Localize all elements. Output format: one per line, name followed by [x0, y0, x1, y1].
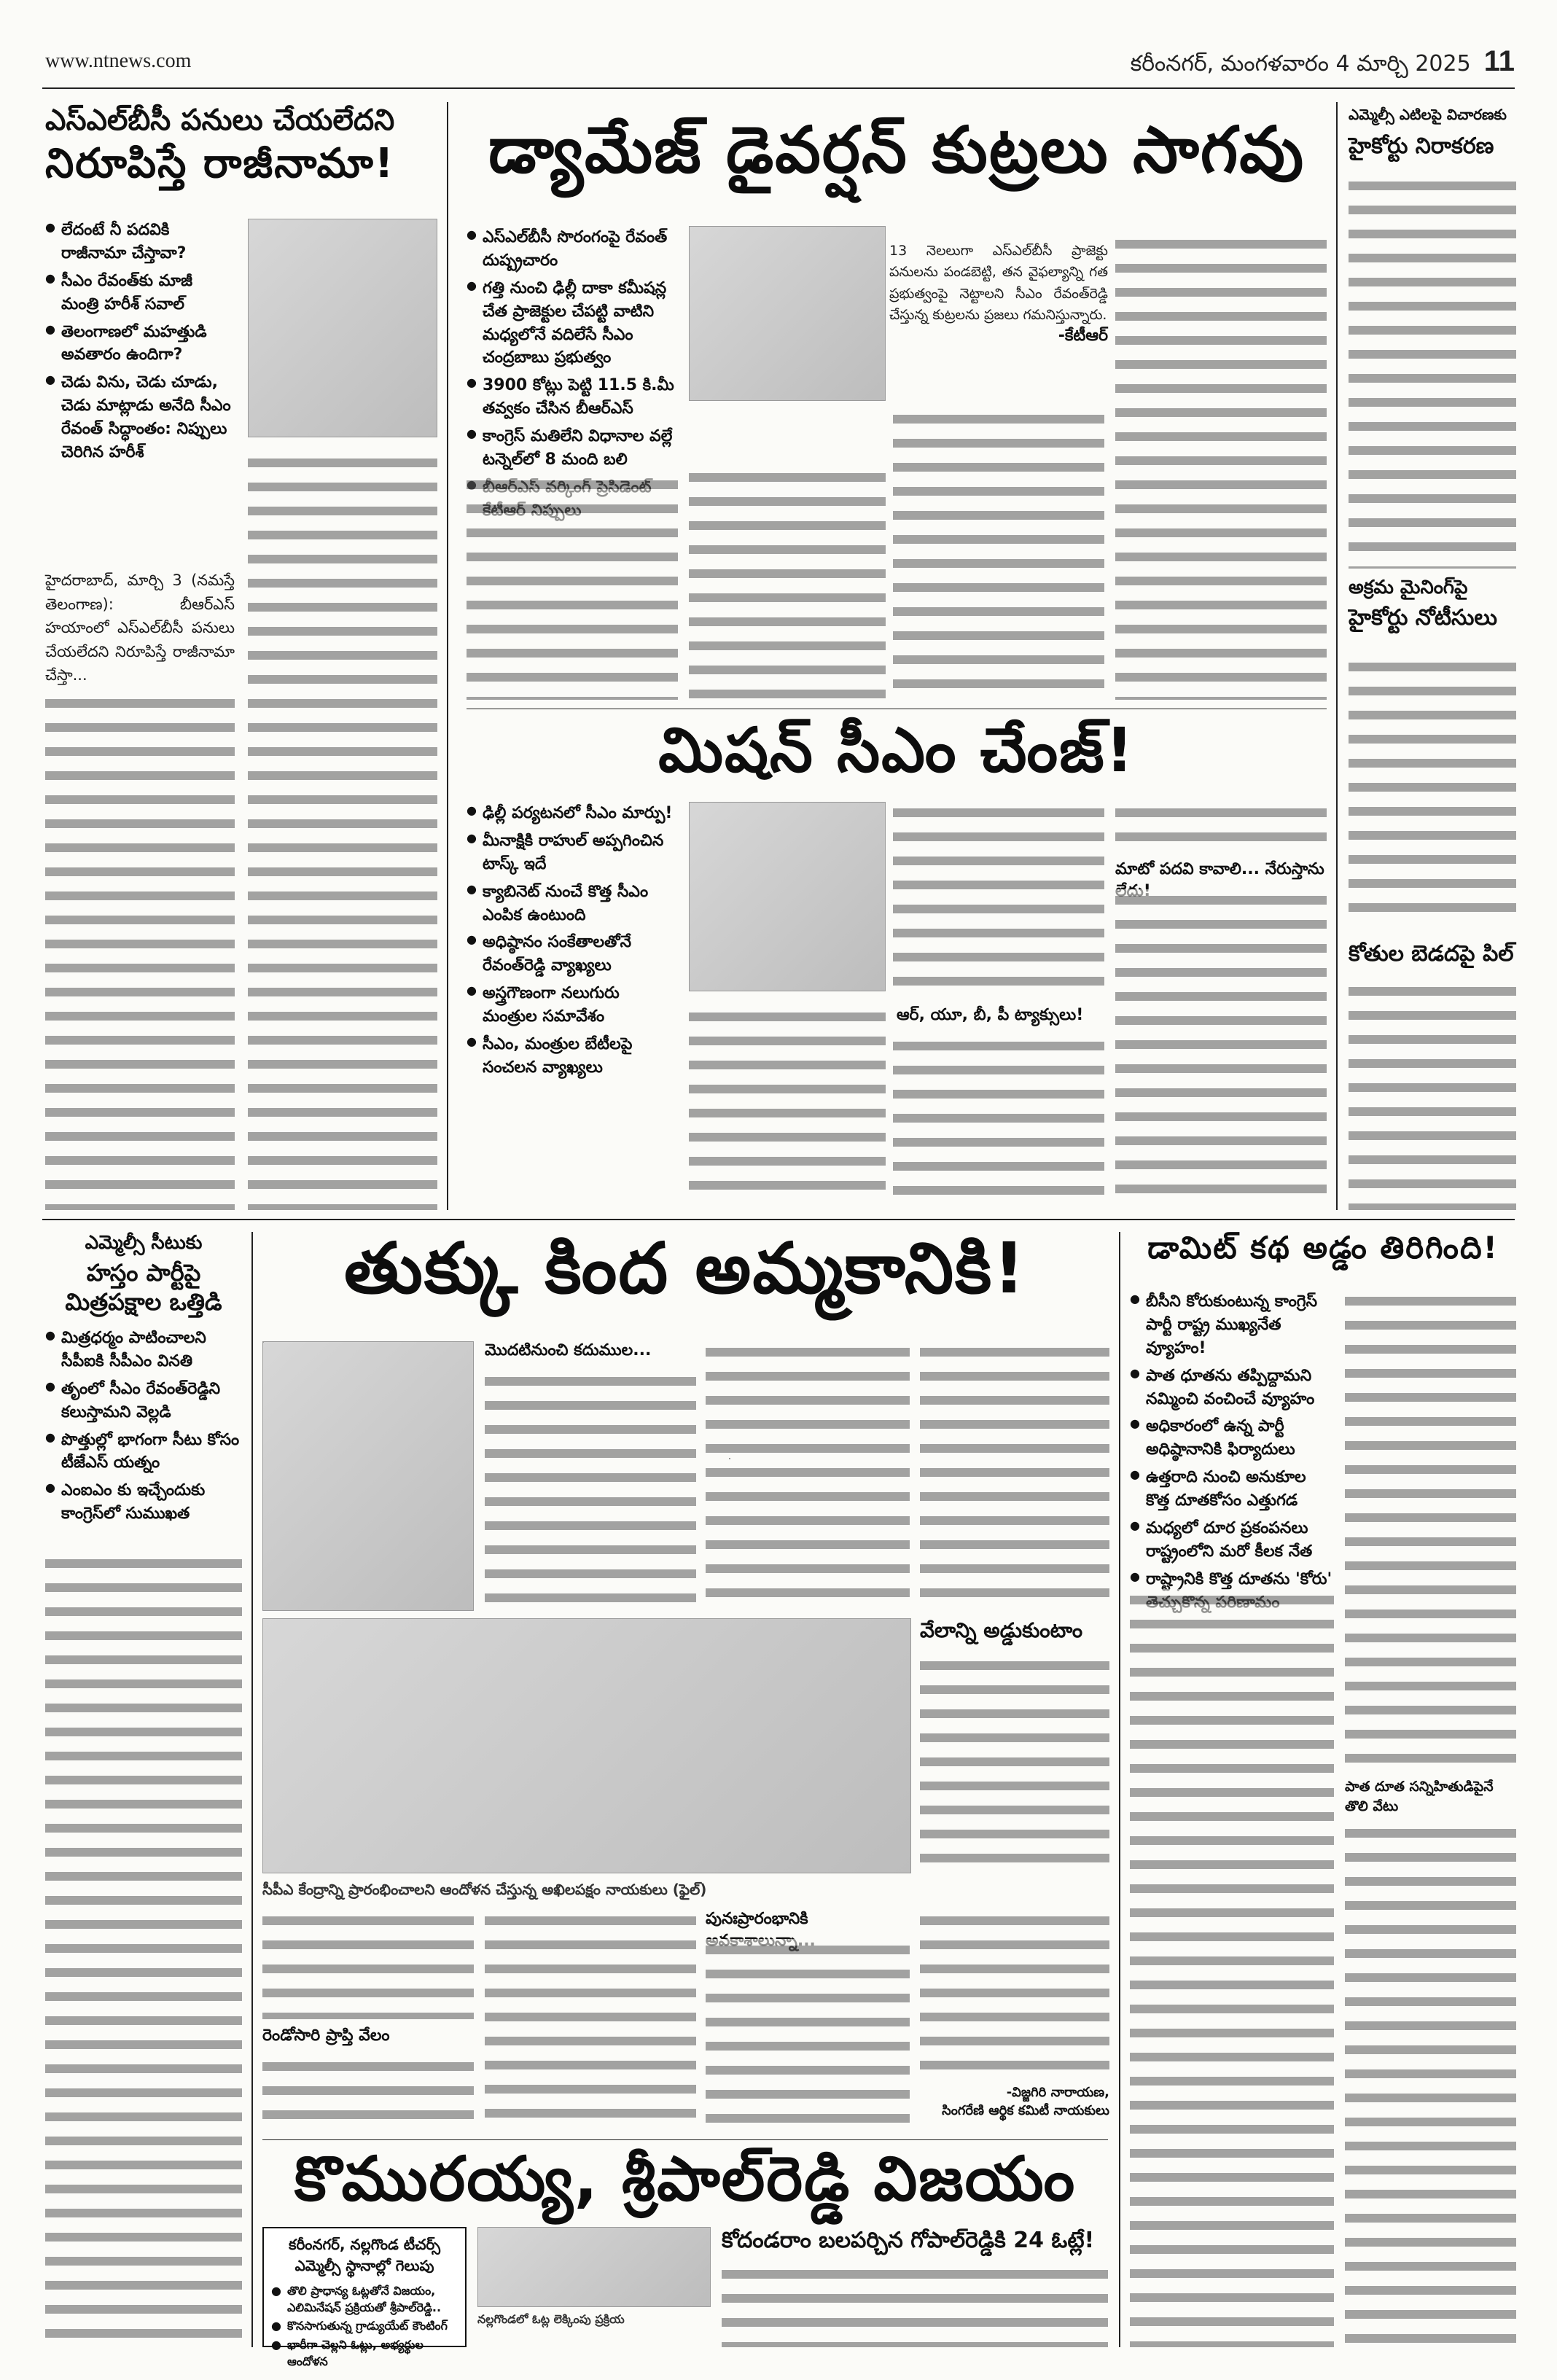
- story3-bullet: ● మీనాక్షికి రాహుల్ అప్పగించిన టాస్క్ ఇదే: [467, 830, 678, 876]
- story1-bullet: ● లేదంటే నీ పదవికి రాజీనామా చేస్తావా?: [45, 219, 235, 265]
- date-text: కరీంనగర్, మంగళవారం 4 మార్చి 2025: [1130, 51, 1471, 77]
- story2-bullet: ● గత్తి నుంచి ఢిల్లీ దాకా కమీషన్ల చేత ప్రాజెక్టుల చేపట్టి వాటిని మధ్యలోనే వదిలేసే సీఎం చంద్రబాబు ప్రభుత్వం: [467, 277, 678, 370]
- dateline: [1131, 45, 1515, 82]
- col-rule: [1336, 102, 1338, 1210]
- rc-s3-text: [1349, 980, 1516, 1210]
- col-rule: [447, 102, 448, 1210]
- story1-bullets: [45, 219, 235, 469]
- story4-head: [45, 1232, 242, 1316]
- story1-lead: హైదరాబాద్, మార్చి 3 (నమస్తే తెలంగాణ): బీఆర్‌ఎస్ హయాంలో ఎస్ఎల్‌బీసీ పనులు చేయలేదని నిరూపిస్తే రాజీనామా చేస్తా...: [45, 571, 235, 684]
- col-rule: [251, 1232, 253, 2347]
- story4-kicker: ఎమ్మెల్సీ సీటుకు: [85, 1232, 203, 1254]
- story2-bullet: ● ఎస్ఎల్‌బీసీ సొరంగంపై రేవంత్ దుష్ప్రచారం: [467, 226, 678, 273]
- story7-bullet: ● కొనసాగుతున్న గ్రాడ్యుయేట్ కౌంటింగ్: [271, 2317, 458, 2334]
- section-rule: [42, 1219, 1515, 1220]
- story5-photo-main: [262, 1618, 911, 1873]
- story6-headline: డామిట్ కథ అడ్డం తిరిగింది!: [1147, 1230, 1499, 1265]
- story4-head1: హస్తం పార్టీపై: [86, 1259, 201, 1287]
- placeholder: [262, 1341, 264, 1343]
- rc-s2-kicker: అక్రమ మైనింగ్‌పై: [1349, 577, 1468, 598]
- story5-sub3: పునఃప్రారంభానికి: [706, 1910, 808, 1928]
- story4-bullet: ● ఎంఐఎం కు ఇచ్చేందుకు కాంగ్రెస్‌లో సుముఖత: [45, 1479, 242, 1526]
- story5-text-b1: [262, 1910, 474, 2019]
- story7-bullet: ● భారీగా చెల్లని ఓట్లు, అభ్యర్థుల ఆందోళన: [271, 2336, 458, 2370]
- story3-bullet: ● సీఎం, మంత్రుల బేటీలపై సంచలన వ్యాఖ్యలు: [467, 1033, 678, 1080]
- story3-subhead: ఆర్, యూ, బీ, పీ ట్యాక్సులు!: [897, 1006, 1084, 1024]
- rc-s3-head: కోతుల బెడదపై పిల్: [1349, 941, 1514, 967]
- story2-text-col2: [689, 467, 886, 700]
- story7-bullet: ● తొలి ప్రాధాన్య ఓట్లతోనే విజయం, ఎలిమినేషన్ ప్రక్రియతో శ్రీపాల్‌రెడ్డి..: [271, 2282, 458, 2316]
- story3-text-col4: [1115, 889, 1327, 1203]
- story4-head2: మిత్రపక్షాల ఒత్తిడి: [65, 1288, 222, 1316]
- ktr-photo: [689, 226, 886, 401]
- rc-s2-head: హైకోర్టు నోటీసులు: [1349, 604, 1498, 631]
- placeholder: [729, 1458, 730, 1459]
- harish-photo: [248, 219, 437, 437]
- story3-text-col3: [893, 1035, 1104, 1203]
- story6-bullet: ● రాష్ట్రానికి కొత్త దూతను 'కోరు': [1130, 1568, 1334, 1615]
- story7-headline: కొమురయ్య, శ్రీపాల్‌రెడ్డి విజయం: [294, 2143, 1077, 2215]
- story7-box-title1: కరీంనగర్, నల్లగొండ టీచర్స్: [289, 2236, 440, 2253]
- rc-story2: [1349, 576, 1516, 631]
- story3-bullet: ● క్యాబినెట్ నుంచే కొత్త సీఎం ఎంపిక ఉంటుంది: [467, 881, 678, 927]
- story3-bullet: ● అస్త్రగౌణంగా నలుగురు మంత్రుల సమావేశం: [467, 982, 678, 1029]
- story7-box: [262, 2227, 467, 2368]
- story6-bullet: ● పాత ధూతను తప్పిద్దామని నమ్మించి వంచించే వ్యూహం: [1130, 1365, 1334, 1411]
- story2-text-col4: [1115, 233, 1327, 700]
- story2-quote: [889, 241, 1108, 348]
- story5-rule: [262, 2139, 1108, 2140]
- story2-text-col3: [893, 408, 1104, 700]
- story5-sub4: వేలాన్ని అడ్డుకుంటాం: [920, 1618, 1083, 1642]
- story1-bullet: ● చెడు విను, చెడు చూడు, చెడు మాట్లాడు అనేది సీఎం రేవంత్ సిద్ధాంతం: నిప్పులు చెరిగిన హరీశ్: [45, 371, 235, 464]
- story3-text-col3a: [893, 802, 1104, 999]
- story5-sig-role: సింగరేణి ఆర్థిక కమిటీ నాయకులు: [942, 2103, 1109, 2118]
- story3-bullet: ● ఢిల్లీ పర్యటనలో సీఎం మార్పు!: [467, 802, 678, 825]
- header-rule: [42, 87, 1515, 89]
- story1-text-col2: [248, 452, 437, 1210]
- rc-s1-head: హైకోర్టు నిరాకరణ: [1349, 133, 1494, 159]
- story5-text-col2: [485, 1370, 696, 1611]
- story3-bullet: ● అధిష్ఠానం సంకేతాలతోనే రేవంత్‌రెడ్డి వ్యాఖ్యలు: [467, 931, 678, 978]
- story4-bullet: ● తృంలో సీఎం రేవంత్‌రెడ్డిని కలుస్తామని వెల్లడి: [45, 1378, 242, 1424]
- story5-text-b4: [920, 1910, 1109, 2077]
- story4-text: [45, 1553, 242, 2347]
- story1-head-line1: ఎస్ఎల్‌బీసీ పనులు చేయలేదని: [45, 104, 395, 137]
- story7-text: [722, 2263, 1108, 2347]
- story5-sig: [920, 2085, 1109, 2121]
- story3-bullets: [467, 802, 678, 1084]
- story5-text-col4: [920, 1341, 1109, 1611]
- story1-head-line2: నిరూపిస్తే రాజీనామా!: [45, 140, 395, 187]
- story7-photo: [477, 2227, 711, 2307]
- rc-s1-kicker: ఎమ్మెల్సీ ఎటిలపై విచారణకు: [1349, 106, 1507, 123]
- rc-s2-text: [1349, 656, 1516, 926]
- story6-bullet: ● బీసీని కోరుకుంటున్న కాంగ్రెస్ పార్టీ రాష్ట్ర ముఖ్యనేత వ్యూహం!: [1130, 1290, 1334, 1360]
- cm-photo: [689, 802, 886, 991]
- story2-headline: డ్యామేజ్ డైవర్షన్ కుట్రలు సాగవు: [488, 112, 1306, 187]
- rc-subhead: మాటో పదవి కావాలి... నేరుస్తాను: [1115, 860, 1324, 878]
- rc-story1: [1349, 106, 1516, 160]
- story1-text-col1: [45, 692, 235, 1210]
- story5-sig-name: -విజ్జగిరి నారాయణ,: [1006, 2085, 1109, 2100]
- story4-bullet: ● పొత్తుల్లో భాగంగా సీటు కోసం టీజేఎస్ యత్నం: [45, 1429, 242, 1475]
- story2-bullet: ● 3900 కోట్లు పెట్టి 11.5 కి.మీ తవ్వకం చేసిన బీఆర్ఎస్: [467, 374, 678, 421]
- story4-bullet: ● మిత్రధర్మం పాటించాలని సీపీఐకి సీపీఎం వినతి: [45, 1327, 242, 1373]
- story6-bullet: ● అధికారంలో ఉన్న పార్టీ అధిష్ఠానానికి ఫిర్యాదులు: [1130, 1415, 1334, 1462]
- story1-bullet: ● తెలంగాణలో మహత్తుడి అవతారం ఉందిగా?: [45, 321, 235, 367]
- story2-text-col1: [467, 474, 678, 700]
- story5-text-b2: [485, 1910, 696, 2129]
- story6-bullet: ● ఉత్తరాది నుంచి అనుకూల కొత్త దూతకోసం ఎత్తుగడ: [1130, 1466, 1334, 1513]
- story6-subhead: పాత దూత సన్నిహితుడిపైనే తొలి వేటు: [1345, 1779, 1494, 1814]
- story6-text-col1: [1130, 1589, 1334, 2347]
- page-number: 11: [1483, 45, 1515, 77]
- story6-text-col2b: [1345, 1822, 1516, 2347]
- story3-text-col2: [689, 1006, 886, 1203]
- story5-sub1: మొదటినుంచి కదుముల...: [485, 1341, 652, 1359]
- story3-text-col4a: [1115, 802, 1327, 853]
- story7-box-title2: ఎమ్మెల్సీ స్థానాల్లో గెలుపు: [294, 2257, 434, 2274]
- story5-text-col4b: [920, 1655, 1109, 1873]
- story1-bullet: ● సీఎం రేవంత్‌కు మాజీ మంత్రి హరీశ్‌ సవాల్: [45, 270, 235, 316]
- story5-text-b3: [706, 1939, 910, 2129]
- story2-quote-sig: -కేటీఆర్: [1058, 326, 1108, 345]
- story2-bullet: ● కాంగ్రెస్ మతిలేని విధానాల వల్లే టన్నెల్‌లో 8 మంది బలి: [467, 425, 678, 472]
- story7-caption: నల్లగొండలో ఓట్ల లెక్కింపు ప్రక్రియ: [477, 2312, 625, 2326]
- story5-photo-left: [262, 1341, 474, 1611]
- story7-subhead: కోదండరాం బలపర్చిన గోపాల్‌రెడ్డికి 24 ఓట్లే!: [722, 2228, 1095, 2253]
- story4-bullets: [45, 1327, 242, 1530]
- story6-text-col2: [1345, 1290, 1516, 1771]
- story6-bullets: [1130, 1290, 1334, 1619]
- story5-text-b1b: [262, 2056, 474, 2129]
- story2-quote-text: 13 నెలలుగా ఎస్ఎల్‌బీసీ ప్రాజెక్టు పనులను పండబెట్టి, తన వైఫల్యాన్ని గత ప్రభుత్వంపై నెట్టాలని సీఎం రేవంత్‌రెడ్డి చేస్తున్న కుట్రలను ప్రజలు గమనిస్తున్నారు.: [889, 243, 1108, 324]
- story-slbc-resign: [45, 102, 439, 186]
- rc-s1-text: [1349, 175, 1516, 569]
- site-url: www.ntnews.com: [45, 50, 192, 72]
- story5-text-col3: [706, 1341, 910, 1611]
- story6-bullet: ● మధ్యలో దూర ప్రకంపనలు రాష్ట్రంలోని మరో కీలక నేత: [1130, 1517, 1334, 1564]
- story5-sub2: రెండోసారి ప్రాప్తి వేలం: [262, 2026, 390, 2045]
- story5-headline: తుక్కు కింద అమ్మకానికి!: [343, 1228, 1027, 1309]
- story5-caption: సీపీఎ కేంద్రాన్ని ప్రారంభించాలని ఆందోళన చేస్తున్న అఖిలపక్షం నాయకులు (ఫైల్): [262, 1881, 707, 1898]
- story3-headline: మిషన్ సీఎం చేంజ్!: [658, 714, 1135, 786]
- col-rule: [1119, 1232, 1120, 2347]
